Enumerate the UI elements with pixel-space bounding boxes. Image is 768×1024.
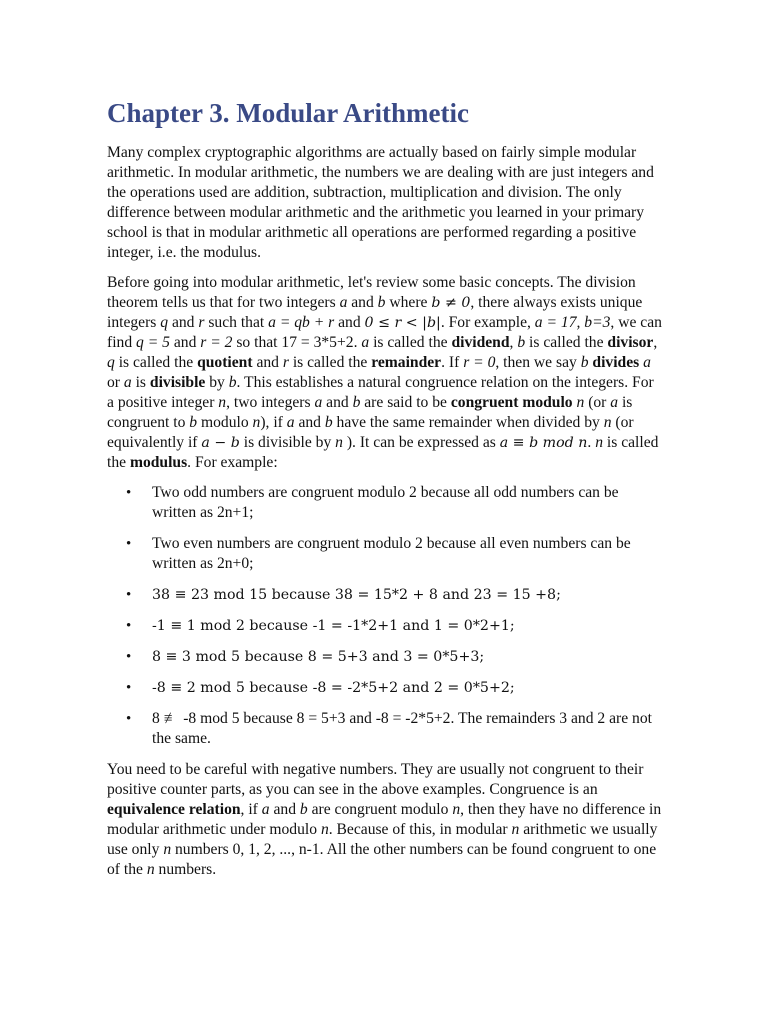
document-page xyxy=(107,96,663,890)
list-item-text: Two even numbers are congruent modulo 2 because all even numbers can be written as 2n+0; xyxy=(152,535,631,572)
text: (or xyxy=(584,394,611,411)
var-n: n xyxy=(252,414,261,431)
text: , xyxy=(509,334,518,351)
text: is called the xyxy=(525,334,608,351)
text: is called the xyxy=(288,354,372,371)
math-difference: a − b xyxy=(201,435,240,451)
text: and xyxy=(168,314,199,331)
term-congruent-modulo: congruent modulo xyxy=(450,394,573,411)
list-item xyxy=(107,483,663,523)
text: arithmetic we usually use only xyxy=(107,821,658,858)
text: , then we say xyxy=(495,354,581,371)
list-item xyxy=(107,585,663,605)
text: , if xyxy=(240,801,262,818)
math-condition: b ≠ 0 xyxy=(431,295,471,311)
var-q: q xyxy=(160,314,169,331)
text: and xyxy=(347,294,378,311)
term-dividend: dividend xyxy=(451,334,510,351)
text: ), if xyxy=(260,414,287,431)
var-b: b xyxy=(377,294,386,311)
text: ). It can be expressed as xyxy=(342,434,500,451)
var-a: a xyxy=(123,374,132,391)
var-a: a xyxy=(286,414,295,431)
list-item-text: -8 ≡ 2 mod 5 because -8 = -2*5+2 and 2 = 0*5+2; xyxy=(152,680,515,696)
text: is congruent to xyxy=(107,394,633,431)
var-r: r xyxy=(198,314,205,331)
math-inequality: 0 ≤ r < |b| xyxy=(364,315,441,331)
term-divisor: divisor xyxy=(607,334,654,351)
text: such that xyxy=(204,314,269,331)
text: You need to be careful with negative numbers. They are usually not congruent to their positive counter parts, as you can see in the above examples. Congruence is an xyxy=(107,761,644,798)
math-r-value: r = 2 xyxy=(200,334,233,351)
text: and xyxy=(334,314,365,331)
var-q: q xyxy=(107,354,115,371)
var-n: n xyxy=(452,801,461,818)
text: is called the xyxy=(107,434,659,471)
text: are said to be xyxy=(360,394,451,411)
text: . xyxy=(587,434,596,451)
bullet-icon: • xyxy=(126,680,132,696)
var-n: n xyxy=(576,394,585,411)
term-modulus: modulus xyxy=(129,454,188,471)
var-r: r xyxy=(282,354,289,371)
math-example: a = 17, b=3 xyxy=(534,314,611,331)
bullet-icon: • xyxy=(126,618,132,634)
examples-list xyxy=(107,483,663,749)
list-item xyxy=(107,616,663,636)
var-n: n xyxy=(335,434,343,451)
text: , we can find xyxy=(107,314,662,351)
text: . If xyxy=(441,354,464,371)
text: and xyxy=(169,334,201,351)
var-n: n xyxy=(146,861,155,878)
term-quotient: quotient xyxy=(197,354,253,371)
text: where xyxy=(385,294,432,311)
bullet-icon: • xyxy=(126,711,132,727)
var-n: n xyxy=(603,414,612,431)
division-theorem-paragraph xyxy=(107,273,663,473)
var-a: a xyxy=(314,394,323,411)
list-item-text: -1 ≡ 1 mod 2 because -1 = -1*2+1 and 1 = 0*2+1; xyxy=(152,618,515,634)
text: by xyxy=(205,374,229,391)
intro-paragraph: Many complex cryptographic algorithms are actually based on fairly simple modular arithmetic. In modular arithmetic, the numbers we are dealing with are just integers and the operations used are addition, subtraction, multiplication and division. The only difference between modular arithmetic and the arithmetic you learned in your primary school is that in modular arithmetic all operations are performed regarding a positive integer, i.e. the modulus. xyxy=(107,144,654,261)
math-q-value: q = 5 xyxy=(136,334,170,351)
var-a: a xyxy=(643,354,651,371)
text: is called the xyxy=(369,334,452,351)
text: and xyxy=(294,414,325,431)
text: Before going into modular arithmetic, let's review some basic concepts. The division theorem tells us that for two integers xyxy=(107,274,636,311)
var-n: n xyxy=(218,394,227,411)
term-equivalence-relation: equivalence relation xyxy=(107,801,241,818)
bullet-icon: • xyxy=(126,587,132,603)
text: is called the xyxy=(114,354,198,371)
text: numbers. xyxy=(154,861,217,878)
text: numbers 0, 1, 2, ..., n-1. All the other numbers can be found congruent to one of the xyxy=(107,841,657,878)
bullet-icon: • xyxy=(126,649,132,665)
list-item-text: Two odd numbers are congruent modulo 2 because all odd numbers can be written as 2n+1; xyxy=(152,484,619,521)
var-a: a xyxy=(361,334,370,351)
var-b: b xyxy=(580,354,589,371)
text: , xyxy=(653,334,658,351)
math-r-zero: r = 0 xyxy=(463,354,496,371)
list-item xyxy=(107,534,663,574)
bullet-icon: • xyxy=(126,485,132,501)
var-a: a xyxy=(261,801,270,818)
bullet-icon: • xyxy=(126,536,132,552)
text: or xyxy=(107,374,124,391)
math-equation: a = qb + r xyxy=(268,314,335,331)
var-n: n xyxy=(511,821,520,838)
text: . This establishes a natural congruence relation on the integers. For a positive integer xyxy=(107,374,654,411)
text: and xyxy=(252,354,283,371)
math-congruence-expression: a ≡ b mod n xyxy=(499,435,588,451)
list-item-text: 8 ≡ 3 mod 5 because 8 = 5+3 and 3 = 0*5+3; xyxy=(152,649,485,665)
var-n: n xyxy=(320,821,329,838)
var-a: a xyxy=(610,394,619,411)
text: are congruent modulo xyxy=(307,801,453,818)
var-b: b xyxy=(517,334,526,351)
var-b: b xyxy=(324,414,333,431)
var-b: b xyxy=(228,374,237,391)
text: , then they have no difference in modular arithmetic under modulo xyxy=(107,801,662,838)
chapter-title: Chapter 3. Modular Arithmetic xyxy=(107,98,469,128)
text: and xyxy=(322,394,353,411)
text: . For example: xyxy=(187,454,278,471)
list-item xyxy=(107,678,663,698)
var-b: b xyxy=(189,414,198,431)
var-b: b xyxy=(352,394,361,411)
term-divides: divides xyxy=(592,354,640,371)
var-n: n xyxy=(163,841,172,858)
text: . For example, xyxy=(440,314,535,331)
text: have the same remainder when divided by xyxy=(332,414,604,431)
text: . Because of this, in modular xyxy=(328,821,512,838)
list-item-text: 8 ≢ -8 mod 5 because 8 = 5+3 and -8 = -2*5+2. The remainders 3 and 2 are not the same. xyxy=(152,710,652,747)
list-item xyxy=(107,647,663,667)
var-n: n xyxy=(595,434,603,451)
text: is xyxy=(131,374,150,391)
text: so that 17 = 3*5+2. xyxy=(232,334,362,351)
var-b: b xyxy=(299,801,308,818)
text: , there always exists unique integers xyxy=(107,294,643,331)
text: modulo xyxy=(197,414,253,431)
negative-numbers-paragraph xyxy=(107,760,663,880)
text: is divisible by xyxy=(239,434,336,451)
text: (or equivalently if xyxy=(107,414,634,451)
list-item xyxy=(107,709,663,749)
term-divisible: divisible xyxy=(149,374,206,391)
list-item-text: 38 ≡ 23 mod 15 because 38 = 15*2 + 8 and 23 = 15 +8; xyxy=(152,587,561,603)
var-a: a xyxy=(339,294,348,311)
text: and xyxy=(269,801,300,818)
term-remainder: remainder xyxy=(371,354,442,371)
text: , two integers xyxy=(226,394,315,411)
